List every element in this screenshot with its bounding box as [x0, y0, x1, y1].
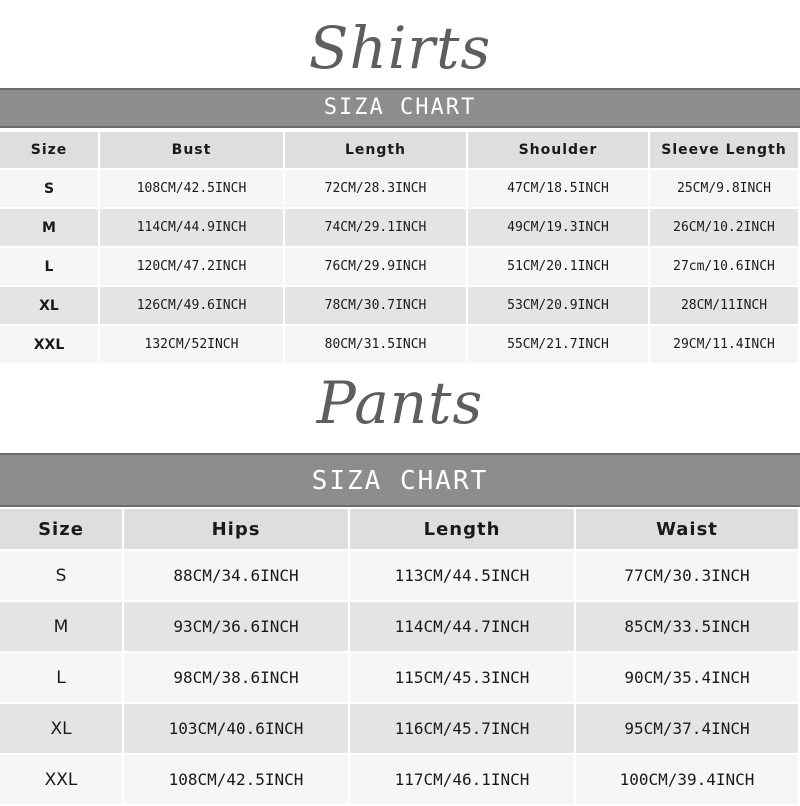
size-cell: M — [0, 602, 124, 653]
sleeve-length-cell: 26CM/10.2INCH — [650, 209, 800, 248]
length-cell: 114CM/44.7INCH — [350, 602, 576, 653]
shirts-size-chart-banner: SIZA CHART — [0, 88, 800, 128]
size-cell: L — [0, 653, 124, 704]
sleeve-length-cell: 25CM/9.8INCH — [650, 170, 800, 209]
size-cell: S — [0, 170, 100, 209]
length-cell: 78CM/30.7INCH — [285, 287, 468, 326]
shoulder-cell: 49CM/19.3INCH — [468, 209, 650, 248]
hips-cell: 93CM/36.6INCH — [124, 602, 350, 653]
size-cell: XXL — [0, 755, 124, 806]
size-cell: L — [0, 248, 100, 287]
length-cell: 80CM/31.5INCH — [285, 326, 468, 365]
header-length: Length — [350, 509, 576, 551]
length-cell: 76CM/29.9INCH — [285, 248, 468, 287]
table-header-row — [0, 132, 800, 170]
bust-cell: 114CM/44.9INCH — [100, 209, 285, 248]
shoulder-cell: 47CM/18.5INCH — [468, 170, 650, 209]
header-waist: Waist — [576, 509, 800, 551]
waist-cell: 85CM/33.5INCH — [576, 602, 800, 653]
pants-size-table — [0, 509, 800, 806]
shoulder-cell: 51CM/20.1INCH — [468, 248, 650, 287]
bust-cell: 126CM/49.6INCH — [100, 287, 285, 326]
length-cell: 117CM/46.1INCH — [350, 755, 576, 806]
length-cell: 116CM/45.7INCH — [350, 704, 576, 755]
bust-cell: 108CM/42.5INCH — [100, 170, 285, 209]
sleeve-length-cell: 28CM/11INCH — [650, 287, 800, 326]
size-cell: XXL — [0, 326, 100, 365]
header-bust: Bust — [100, 132, 285, 170]
header-sleeve-length: Sleeve Length — [650, 132, 800, 170]
hips-cell: 88CM/34.6INCH — [124, 551, 350, 602]
table-row — [0, 326, 800, 365]
table-row — [0, 287, 800, 326]
header-size: Size — [0, 132, 100, 170]
shirts-title: Shirts — [308, 14, 492, 82]
header-length: Length — [285, 132, 468, 170]
shoulder-cell: 55CM/21.7INCH — [468, 326, 650, 365]
waist-cell: 90CM/35.4INCH — [576, 653, 800, 704]
length-cell: 74CM/29.1INCH — [285, 209, 468, 248]
size-cell: XL — [0, 704, 124, 755]
size-cell: S — [0, 551, 124, 602]
table-row — [0, 248, 800, 287]
size-cell: XL — [0, 287, 100, 326]
sleeve-length-cell: 29CM/11.4INCH — [650, 326, 800, 365]
hips-cell: 98CM/38.6INCH — [124, 653, 350, 704]
length-cell: 113CM/44.5INCH — [350, 551, 576, 602]
pants-title: Pants — [316, 369, 484, 437]
header-size: Size — [0, 509, 124, 551]
table-row — [0, 551, 800, 602]
table-row — [0, 704, 800, 755]
table-row — [0, 170, 800, 209]
table-row — [0, 755, 800, 806]
bust-cell: 120CM/47.2INCH — [100, 248, 285, 287]
hips-cell: 103CM/40.6INCH — [124, 704, 350, 755]
size-cell: M — [0, 209, 100, 248]
bust-cell: 132CM/52INCH — [100, 326, 285, 365]
header-hips: Hips — [124, 509, 350, 551]
length-cell: 115CM/45.3INCH — [350, 653, 576, 704]
pants-size-chart-banner: SIZA CHART — [0, 453, 800, 507]
hips-cell: 108CM/42.5INCH — [124, 755, 350, 806]
shoulder-cell: 53CM/20.9INCH — [468, 287, 650, 326]
table-row — [0, 209, 800, 248]
table-row — [0, 602, 800, 653]
sleeve-length-cell: 27cm/10.6INCH — [650, 248, 800, 287]
shirts-size-table — [0, 132, 800, 365]
waist-cell: 100CM/39.4INCH — [576, 755, 800, 806]
table-row — [0, 653, 800, 704]
waist-cell: 77CM/30.3INCH — [576, 551, 800, 602]
waist-cell: 95CM/37.4INCH — [576, 704, 800, 755]
length-cell: 72CM/28.3INCH — [285, 170, 468, 209]
header-shoulder: Shoulder — [468, 132, 650, 170]
table-header-row — [0, 509, 800, 551]
